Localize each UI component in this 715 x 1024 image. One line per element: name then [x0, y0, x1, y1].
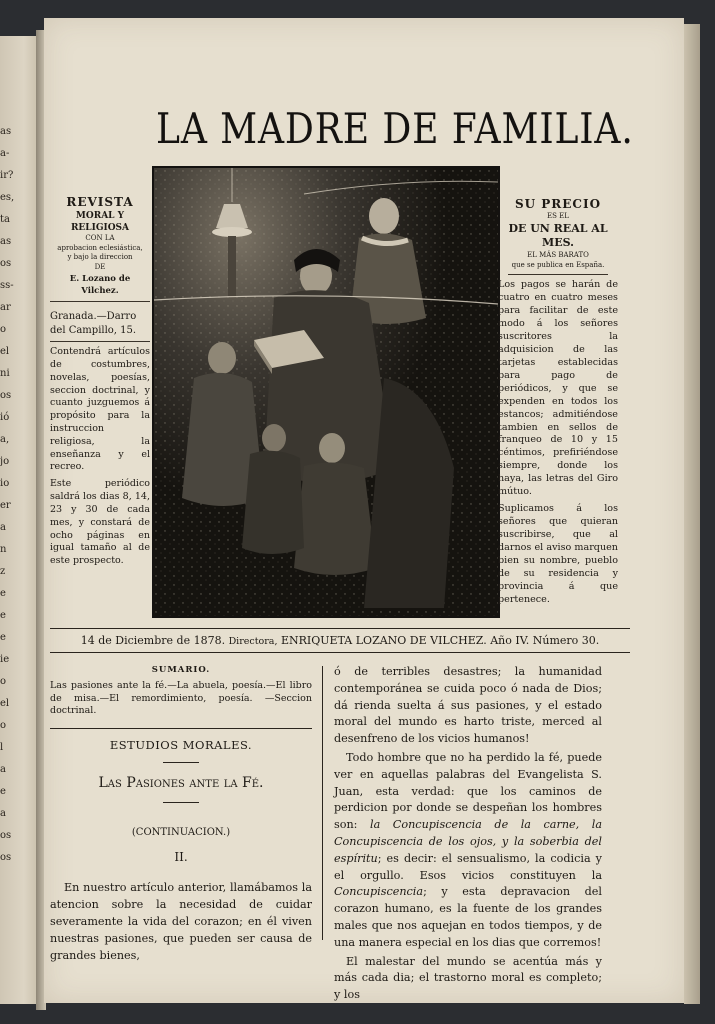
engraving-illustration — [152, 166, 500, 618]
moral-label: MORAL Y RELIGIOSA — [70, 211, 130, 234]
article-right-column — [334, 664, 602, 1006]
left-page-fragment: io — [0, 478, 10, 489]
article-left-column — [50, 664, 312, 964]
short-rule — [163, 802, 199, 803]
divider — [50, 301, 150, 302]
left-page-fragment: e — [0, 610, 6, 621]
left-page-fragment: as — [0, 236, 12, 247]
divider — [50, 728, 312, 729]
left-page-fragment: z — [0, 566, 6, 577]
sumario-text: Las pasiones ante la fé.—La abuela, poesía.—El libro de misa.—El remordimiento, poesía. —Seccion doctrinal. — [50, 679, 312, 717]
left-page-fragment: ni — [0, 368, 10, 379]
column-divider — [322, 666, 323, 940]
article-paragraph: El malestar del mundo se acentúa más y más cada dia; el trastorno moral es completo; y los — [334, 954, 602, 1002]
left-page-fragment: l — [0, 742, 4, 753]
part-number: II. — [174, 850, 188, 865]
left-page-fragment: o — [0, 324, 7, 335]
page-stack-edge — [684, 24, 700, 1004]
issue-date: 14 de Diciembre de 1878. — [80, 634, 226, 647]
left-page-fragment: a — [0, 808, 6, 819]
article-title: Las Pasiones ante la Fé. — [98, 775, 264, 792]
publica-label: que se publica en España. — [511, 260, 605, 269]
es-el-label: ES EL — [547, 212, 569, 221]
directora-name: ENRIQUETA LOZANO DE VILCHEZ. — [280, 634, 487, 647]
address: Granada.—Darro del Campillo, 15. — [50, 311, 137, 336]
left-page-fragment: ta — [0, 214, 10, 225]
left-page-fragment: er — [0, 500, 11, 511]
left-page-fragment: e — [0, 588, 6, 599]
left-page-fragment: o — [0, 676, 7, 687]
left-page-fragment: el — [0, 346, 10, 357]
issue-number: Año IV. Número 30. — [490, 634, 600, 647]
left-page-fragment: e — [0, 786, 6, 797]
left-page-fragment: a — [0, 522, 6, 533]
left-page-fragment: os — [0, 852, 12, 863]
subscription-request: Suplicamos á los señores que quieran suscribirse, que al darnos el aviso marquen bien su nombre, pueblo de su residencia y provincia á que pertenece. — [498, 503, 618, 605]
sumario-title: SUMARIO. — [151, 665, 211, 675]
mother-children-engraving-icon — [154, 168, 498, 616]
left-page-fragment: ie — [0, 654, 10, 665]
left-info-column — [50, 194, 150, 568]
right-info-column — [498, 196, 618, 607]
left-page-fragment: a, — [0, 434, 10, 445]
left-page-fragment: es, — [0, 192, 15, 203]
schedule: Este periódico saldrá los dias 8, 14, 23 y 30 de cada mes, y constará de ocho páginas en igual tamaño al de este prospecto. — [50, 478, 150, 567]
masthead-title: LA MADRE DE FAMILIA. — [156, 104, 634, 153]
left-page-fragment: jo — [0, 456, 10, 467]
section-heading: ESTUDIOS MORALES. — [109, 738, 253, 753]
left-page-fragment: n — [0, 544, 7, 555]
dateline — [50, 628, 630, 653]
directora-label: Directora, — [228, 636, 278, 647]
approval-line-3: y bajo la direccion — [67, 253, 133, 262]
short-rule — [163, 762, 199, 763]
left-page-fragment: os — [0, 390, 12, 401]
article-paragraph: ó de terribles desastres; la humanidad contemporánea se cuida poco ó nada de Dios; dá rienda suelta á sus pasiones, y el estado moral del mundo es harto triste, merced al desenfreno de los vicios humanos! — [334, 665, 602, 746]
left-page-fragment: ar — [0, 302, 11, 313]
left-page-fragment: ss- — [0, 280, 14, 291]
text-run: ; y esta depravacion del corazon humano, es la fuente de los grandes males que nos aquejan en todos tiempos, y de una manera especial en los dias que corremos! — [334, 885, 602, 949]
payment-terms: Los pagos se harán de cuatro en cuatro meses para facilitar de este modo á los señores suscritores la adquisicion de las tarjetas establecidas para pago de periódicos, y que se expenden en todos los estancos; admitiéndose tambien en sellos de franqueo de 10 y 15 céntimos, prefiriéndose siempre, donde los haya, las letras del Giro mútuo. — [498, 279, 618, 498]
description: Contendrá artículos de costumbres, novelas, poesías, seccion doctrinal, y cuanto juzguemos á propósito para la instruccion religiosa, la enseñanza y el recreo. — [50, 346, 150, 473]
article-paragraph — [334, 750, 602, 952]
left-page-fragment: os — [0, 258, 12, 269]
divider — [508, 274, 608, 275]
left-page-fragment: a- — [0, 148, 10, 159]
continuation-label: (CONTINUACION.) — [131, 827, 231, 839]
text-run: ; es decir: el sensualismo, la codicia y el orgullo. Esos vicios constituyen la — [334, 851, 602, 882]
left-page-fragment: o — [0, 720, 7, 731]
approval-line-1: CON LA — [85, 234, 115, 243]
divider — [50, 341, 150, 342]
article-paragraph: En nuestro artículo anterior, llamábamos la atencion sobre la necesidad de cuidar severamente la vida del corazon; en él viven nuestras pasiones, que pueden ser causa de grandes bienes, — [50, 881, 312, 962]
approval-line-2: aprobacion eclesiástica, — [57, 243, 143, 252]
revista-label: REVISTA — [66, 195, 134, 209]
left-page-fragment: e — [0, 632, 6, 643]
price-value: DE UN REAL AL MES. — [508, 221, 608, 250]
italic-term: Concupiscencia — [334, 885, 424, 899]
barato-label: EL MÁS BARATO — [527, 251, 589, 260]
director-name: E. Lozano de Vilchez. — [69, 274, 131, 296]
left-page-fragment: as — [0, 126, 12, 137]
text-run: Todo hombre que no ha perdido la fé, puede ver en aquellas palabras del Evangelista S. Juan, esta verdad: que los caminos de perdicion por donde se despeñan los hombres son: — [334, 750, 602, 832]
left-page-fragment: os — [0, 830, 12, 841]
de-label: DE — [94, 262, 106, 271]
precio-label: SU PRECIO — [514, 197, 602, 211]
left-page-fragment: ió — [0, 412, 10, 423]
previous-page-edge — [0, 36, 40, 1004]
left-page-fragment: ir? — [0, 170, 14, 181]
italic-quote: la Concupiscencia de la carne, la Concupiscencia de los ojos, y la soberbia del espíritu — [334, 818, 602, 865]
left-page-fragment: a — [0, 764, 6, 775]
left-page-fragment: el — [0, 698, 10, 709]
